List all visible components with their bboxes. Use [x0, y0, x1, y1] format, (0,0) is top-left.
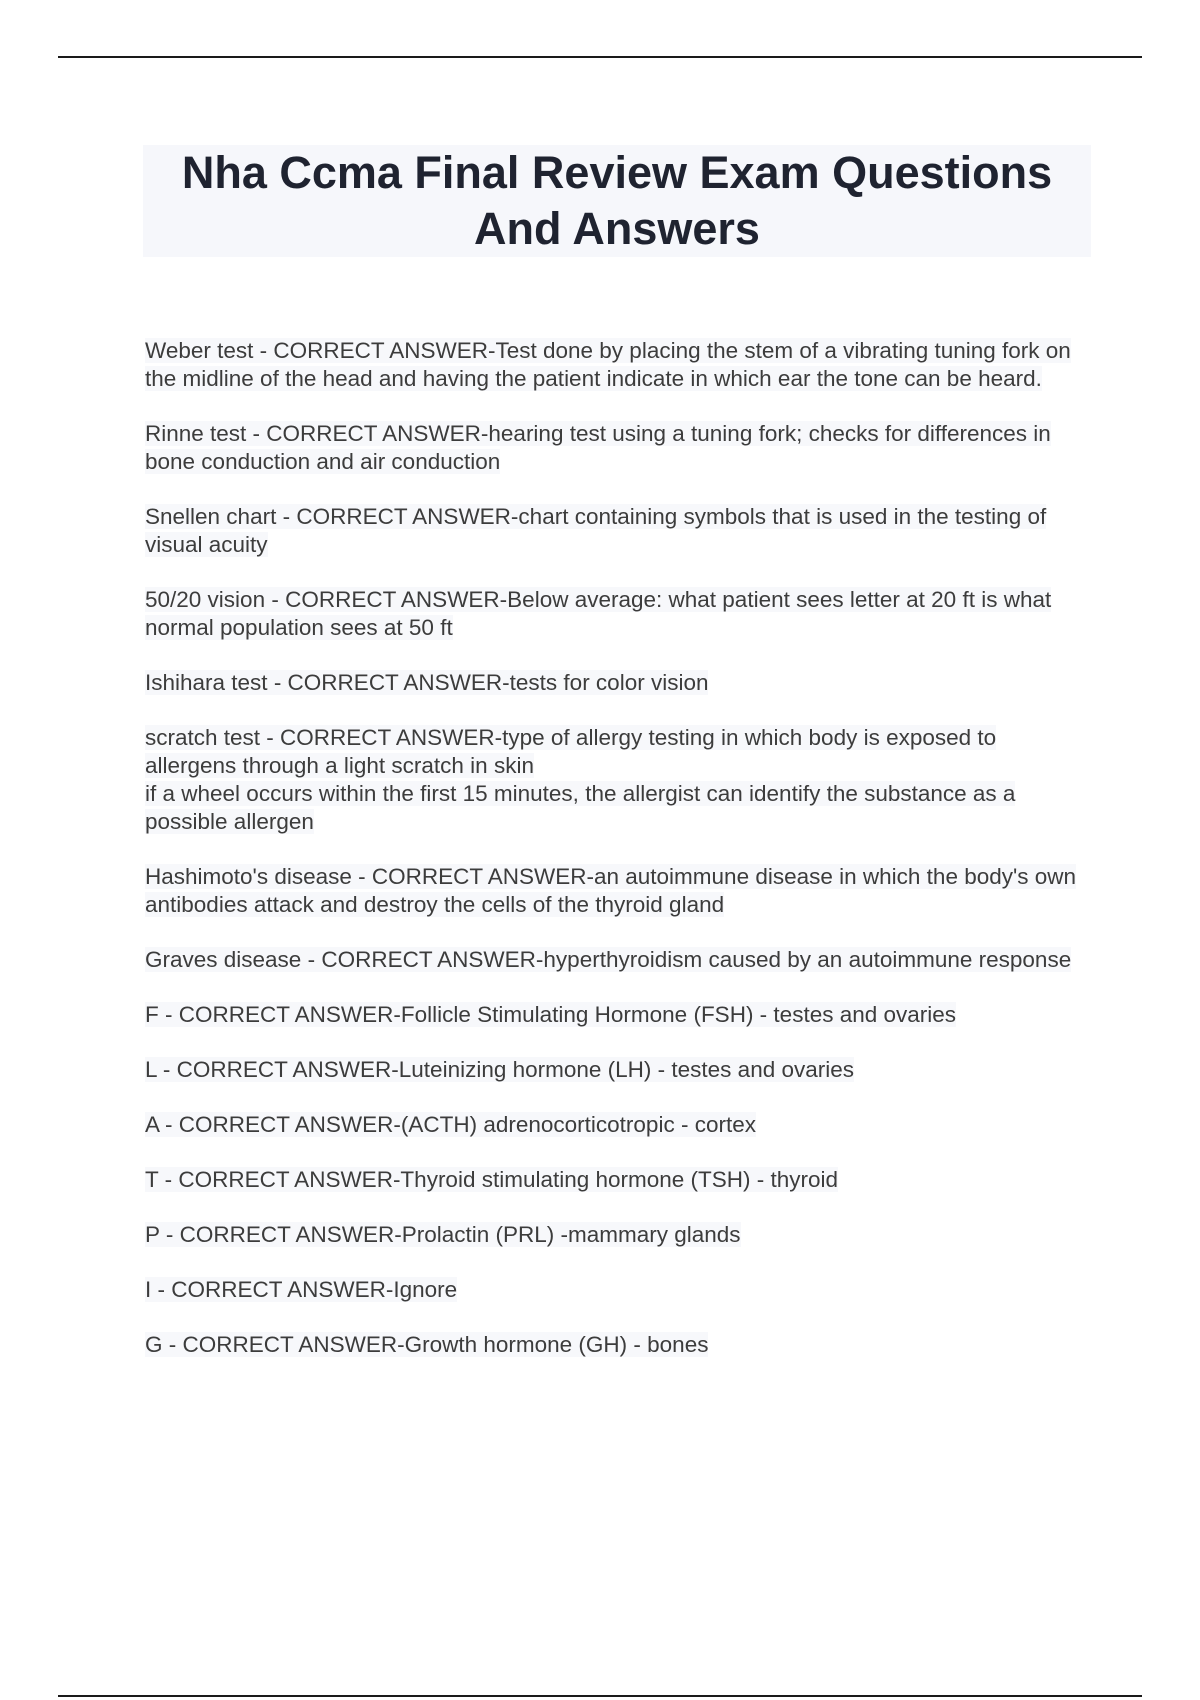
qa-item: Ishihara test - CORRECT ANSWER-tests for color vision [145, 670, 709, 695]
page-title: Nha Ccma Final Review Exam Questions And Answers [181, 147, 1053, 254]
top-rule [58, 56, 1142, 58]
qa-list [145, 337, 1090, 1386]
qa-item: Snellen chart - CORRECT ANSWER-chart containing symbols that is used in the testing of visual acuity [145, 504, 1047, 557]
qa-item: G - CORRECT ANSWER-Growth hormone (GH) - bones [145, 1332, 709, 1357]
qa-item: L - CORRECT ANSWER-Luteinizing hormone (LH) - testes and ovaries [145, 1057, 855, 1082]
qa-item: Weber test - CORRECT ANSWER-Test done by placing the stem of a vibrating tuning fork on the midline of the head and having the patient indicate in which ear the tone can be heard. [145, 338, 1071, 391]
qa-item: Hashimoto's disease - CORRECT ANSWER-an autoimmune disease in which the body's own antibodies attack and destroy the cells of the thyroid gland [145, 864, 1077, 917]
qa-item: 50/20 vision - CORRECT ANSWER-Below average: what patient sees letter at 20 ft is what normal population sees at 50 ft [145, 587, 1052, 640]
qa-item: P - CORRECT ANSWER-Prolactin (PRL) -mammary glands [145, 1222, 741, 1247]
title-block [143, 145, 1091, 257]
bottom-rule [58, 1695, 1142, 1697]
qa-item: I - CORRECT ANSWER-Ignore [145, 1277, 458, 1302]
qa-item: A - CORRECT ANSWER-(ACTH) adrenocorticotropic - cortex [145, 1112, 756, 1137]
qa-item: T - CORRECT ANSWER-Thyroid stimulating hormone (TSH) - thyroid [145, 1167, 839, 1192]
qa-item: F - CORRECT ANSWER-Follicle Stimulating Hormone (FSH) - testes and ovaries [145, 1002, 957, 1027]
qa-item: scratch test - CORRECT ANSWER-type of allergy testing in which body is exposed to allergens through a light scratch in skin if a wheel occurs within the first 15 minutes, the allergist can identify the substance as a possible allergen [145, 725, 1016, 834]
qa-item: Graves disease - CORRECT ANSWER-hyperthyroidism caused by an autoimmune response [145, 947, 1072, 972]
qa-item: Rinne test - CORRECT ANSWER-hearing test using a tuning fork; checks for differences in bone conduction and air conduction [145, 421, 1051, 474]
